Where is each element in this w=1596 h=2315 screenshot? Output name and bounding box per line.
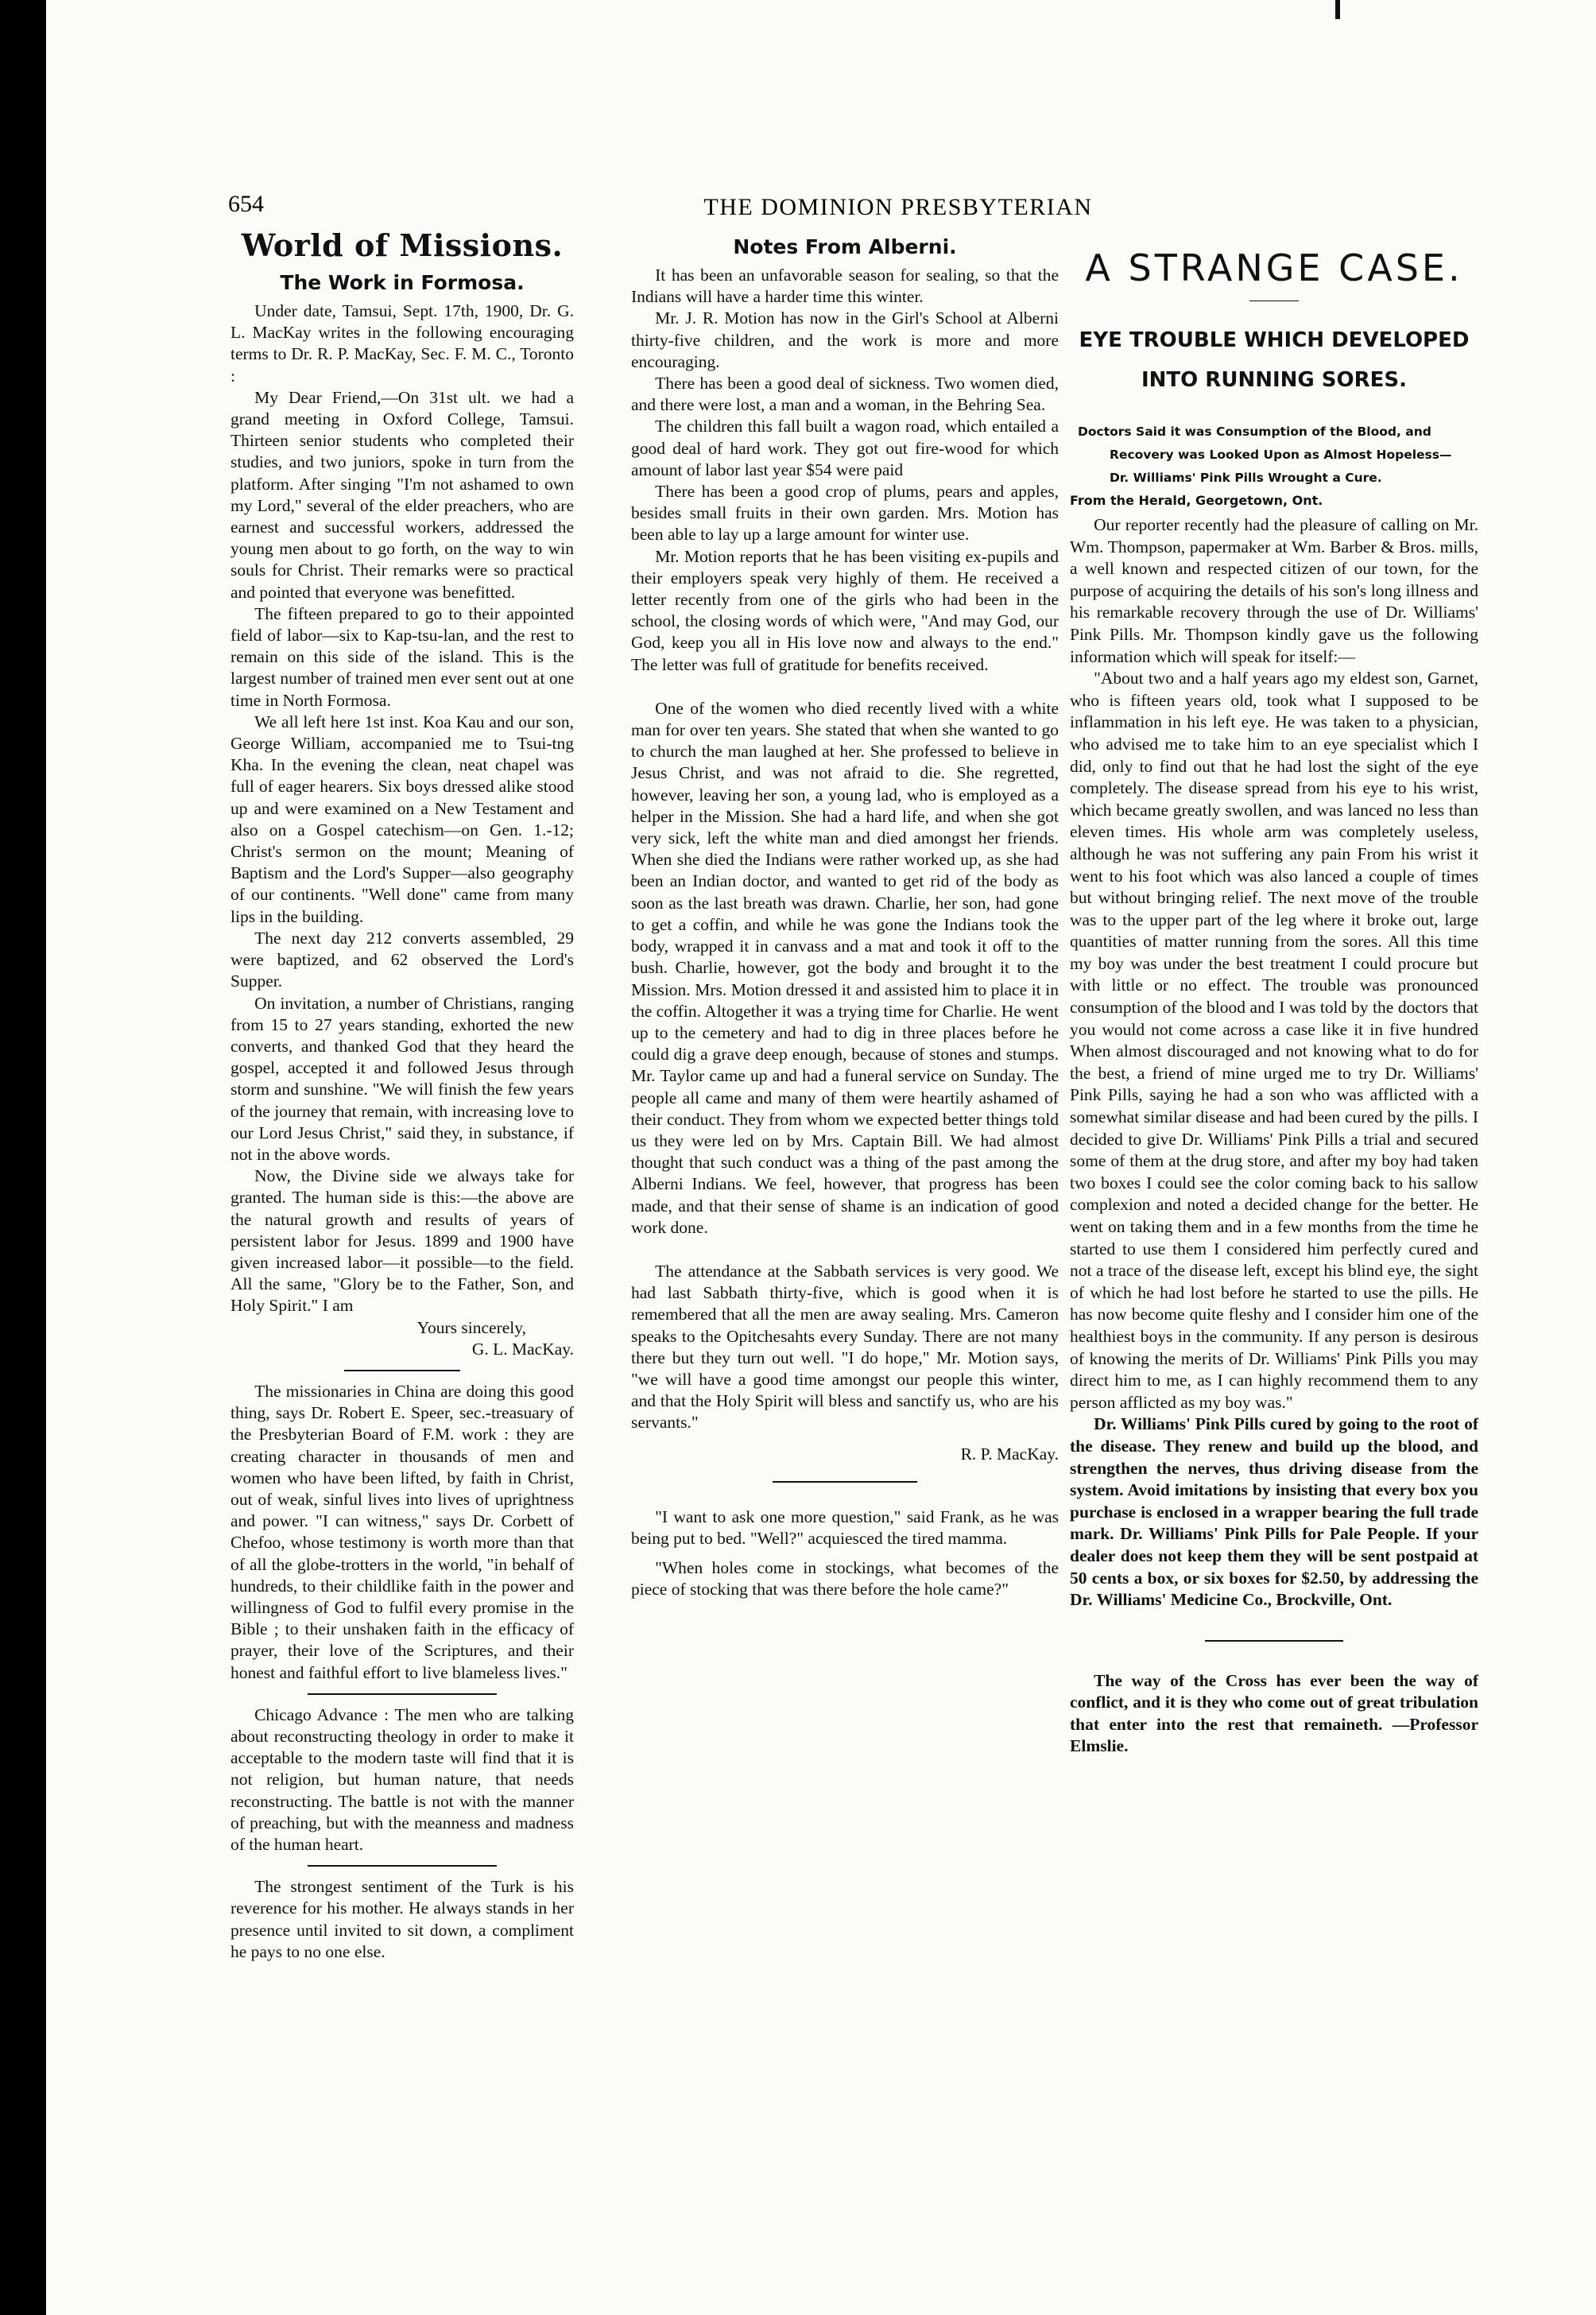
article-paragraph: There has been a good deal of sickness. Two women died, and there were lost, a man and a woman, in the Behring Sea. bbox=[631, 374, 1059, 415]
article-paragraph: Now, the Divine side we always take for granted. The human side is this:—the above are the natural growth and results of years of persistent labor for Jesus. 1899 and 1900 have given increased labor—it possible—to the field. All the same, "Glory be to the Father, Son, and Holy Spirit." I am bbox=[230, 1166, 574, 1316]
subheadline bbox=[1070, 320, 1478, 400]
article-paragraph: The attendance at the Sabbath services is very good. We had last Sabbath thirty-five, which is good when it is remembered that all the men are away sealing. Mrs. Cameron speaks to the Opitchesahts every Sunday. There are not many there but they turn out well. "I do hope," Mr. Motion says, "we will have a good time amongst our people this winter, and that the Holy Spirit will bless and sanctify us, who are his servants." bbox=[631, 1261, 1059, 1433]
section-title: World of Missions. bbox=[241, 227, 564, 263]
deck-line: Dr. Williams' Pink Pills Wrought a Cure. bbox=[1110, 471, 1382, 485]
article-paragraph: The children this fall built a wagon road, which entailed a good deal of hard work. They got out fire-wood for which amount of labor last year $54 were paid bbox=[631, 417, 1059, 479]
article-paragraph: We all left here 1st inst. Koa Kau and our son, George William, accompanied me to Tsui-tng Kha. In the evening the clean, neat chapel was full of eager hearers. Six boys dressed alike stood up and were examined on a New Testament and also on a Gospel catechism—on Gen. 1.-12; Christ's sermon on the mount; Meaning of Baptism and the Lord's Supper—also geography of our continents. "Well done" came from many lips in the building. bbox=[230, 712, 574, 926]
letter-signature: G. L. MacKay. bbox=[471, 1339, 574, 1359]
article-paragraph: Chicago Advance : The men who are talking about reconstructing theology in order to make it acceptable to the modern taste will find that it is not religion, but human nature, that needs reconstructing. The battle is not with the manner of preaching, but with the meanness and madness of the human heart. bbox=[230, 1704, 574, 1855]
article-paragraph: Under date, Tamsui, Sept. 17th, 1900, Dr. G. L. MacKay writes in the following encouraging terms to Dr. R. P. MacKay, Sec. F. M. C., Toronto : bbox=[230, 301, 574, 386]
article-heading: Notes From Alberni. bbox=[733, 235, 957, 258]
article-paragraph: It has been an unfavorable season for sealing, so that the Indians will have a harder time this winter. bbox=[631, 266, 1059, 307]
article-paragraph: The next day 212 converts assembled, 29 were baptized, and 62 observed the Lord's Supper. bbox=[230, 928, 574, 991]
edge-mark bbox=[1335, 0, 1340, 19]
article-paragraph: There has been a good crop of plums, pears and apples, besides small fruits in their own garden. Mrs. Motion has been able to lay up a large amount for winter use. bbox=[631, 482, 1059, 545]
subheadline-line: EYE TROUBLE WHICH DEVELOPED bbox=[1079, 328, 1470, 352]
divider bbox=[1205, 1640, 1344, 1642]
article-paragraph: Dr. Williams' Pink Pills cured by going to the root of the disease. They renew and build up the blood, and strengthen the nerves, thus driving disease from the system. Avoid imitations by insisting that every box you purchase is enclosed in a wrapper bearing the full trade mark. Dr. Williams' Pink Pills for Pale People. If your dealer does not keep them they will be sent postpaid at 50 cents a box, or six boxes for $2.50, by addressing the Dr. Williams' Medicine Co., Brockville, Ont. bbox=[1070, 1414, 1478, 1610]
deck-line: Doctors Said it was Consumption of the Blood, and bbox=[1078, 425, 1431, 439]
divider bbox=[773, 1481, 918, 1483]
page-number: 654 bbox=[228, 191, 264, 217]
article-signature: R. P. MacKay. bbox=[960, 1444, 1059, 1464]
article-paragraph: The missionaries in China are doing this good thing, says Dr. Robert E. Speer, sec.-treasuary of the Presbyterian Board of F.M. work : they are creating character in thousands of men and women who have been lifted, by faith in Christ, out of weak, sinful lives into lives of uprightness and power. "I can witness," says Dr. Corbett of Chefoo, whose testimony is worth more than that of all the globe-trotters in the world, "in behalf of hundreds, to their childlike faith in the power and willingness of God to fulfil every promise in the Bible ; to their unshaken faith in the efficacy of prayer, their love of the Scriptures, and their honest and faithful effort to live blameless lives." bbox=[230, 1381, 574, 1682]
article-paragraph: My Dear Friend,—On 31st ult. we had a grand meeting in Oxford College, Tamsui. Thirteen senior students who completed their studies, and two juniors, spoke in turn from the platform. After singing "I'm not ashamed to own my Lord," several of the elder preachers, who are earnest and successful workers, addressed the young men about to go forth, on the way to win souls for Christ. Their remarks were so practical and pointed that everyone was benefitted. bbox=[230, 387, 574, 602]
quote: The way of the Cross has ever been the way of conflict, and it is they who come out of great tribulation that enter into the rest that remaineth. —Professor Elmslie. bbox=[1070, 1670, 1478, 1756]
source-credit: From the Herald, Georgetown, Ont. bbox=[1070, 493, 1323, 508]
article-heading: The Work in Formosa. bbox=[280, 271, 525, 294]
divider bbox=[308, 1693, 497, 1695]
deck bbox=[1078, 421, 1478, 490]
running-head: THE DOMINION PRESBYTERIAN bbox=[703, 194, 1093, 220]
article-paragraph: "About two and a half years ago my eldest son, Garnet, who is fifteen years old, took what I supposed to be inflammation in his left eye. He was taken to a physician, who advised me to take him to an eye specialist which I did, only to find out that he had lost the sight of the eye completely. The disease spread from his eye to his wrist, which became greatly swollen, and was lanced no less than eleven times. His whole arm was completely useless, although he was not suffering any pain From his wrist it went to his foot which was also lanced a couple of times but without bringing relief. The next move of the trouble was to the upper part of the leg where it broke out, large quantities of matter running from the sores. All this time my boy was under the best treatment I could procure but with little or no effect. The trouble was pronounced consumption of the blood and I was told by the doctors that you would not come across a case like it in five hundred When almost discouraged and not knowing what to do for the best, a friend of mine urged me to try Dr. Williams' Pink Pills, saying he had a son who was afflicted with a somewhat similar disease and had been cured by the pills. I decided to give Dr. Williams' Pink Pills a trial and secured some of them at the drug store, and after my boy had taken two boxes I could see the color coming back to his sallow complexion and noted a decided change for the better. He went on taking them and in a few months from the time he started to use them I considered him perfectly cured and not a trace of the disease left, except his blind eye, the sight of which he had lost before he started to use the pills. He has now become quite fleshy and I consider him one of the healthiest boys in the community. If any person is desirous of knowing the merits of Dr. Williams' Pink Pills you may direct him to me, as I can highly recommend them to any person afflicted as my boy was." bbox=[1070, 669, 1478, 1412]
letter-closing: Yours sincerely, bbox=[416, 1317, 526, 1337]
headline: A STRANGE CASE. bbox=[1085, 246, 1463, 289]
article-paragraph: Mr. Motion reports that he has been visiting ex-pupils and their employers speak very highly of them. He received a letter recently from one of the girls who had been in the school, the closing words of which were, "And may God, our God, keep you all in His love now and always to the end." The letter was full of gratitude for benefits received. bbox=[631, 546, 1059, 674]
column-3 bbox=[1070, 246, 1478, 1758]
anecdote: "I want to ask one more question," said Frank, as he was being put to bed. "Well?" acquiesced the tired mamma. bbox=[631, 1506, 1059, 1548]
divider bbox=[344, 1370, 461, 1371]
anecdote: "When holes come in stockings, what becomes of the piece of stocking that was there before the hole came?" bbox=[631, 1558, 1059, 1600]
article-paragraph: Mr. J. R. Motion has now in the Girl's School at Alberni thirty-five children, and the work is more and more encouraging. bbox=[631, 308, 1059, 371]
article-paragraph: Our reporter recently had the pleasure of calling on Mr. Wm. Thompson, papermaker at Wm. Barber & Bros. mills, a well known and respected citizen of our town, for the purpose of acquiring the details of his son's long illness and his remarkable recovery through the use of Dr. Williams' Pink Pills. Mr. Thompson kindly gave us the following information which will speak for itself:— bbox=[1070, 515, 1478, 666]
article-paragraph: The strongest sentiment of the Turk is his reverence for his mother. He always stands in her presence until invited to sit down, a compliment he pays to no one else. bbox=[230, 1877, 574, 1961]
article-paragraph: One of the women who died recently lived with a white man for over ten years. She stated that when she wanted to go to church the man laughed at her. She professed to believe in Jesus Christ, and was not afraid to die. She regretted, however, leaving her son, a young lad, who is employed as a helper in the Mission. She had a hard life, and when she got very sick, left the white man and died amongst her friends. When she died the Indians were rather worked up, as she had been an Indian doctor, and wanted to get rid of the body as soon as the last breath was drawn. Charlie, her son, had gone to get a coffin, and while he was gone the Indians took the body, wrapped it in canvass and a mat and took it off to the bush. Charlie, however, got the body and brought it to the Mission. Mrs. Motion dressed it and assisted him to place it in the coffin. Altogether it was a trying time for Charlie. He went up to the cemetery and had to dig in three places before he could dig a grave deep enough, because of stones and stumps. Mr. Taylor came up and had a funeral service on Sunday. The people all came and many of them were heartily ashamed of their conduct. They from whom we expected better things told us they were led on by Mrs. Captain Bill. We had almost thought that such conduct was a thing of the past among the Alberni Indians. We feel, however, that progress has been made, and that their sense of shame is an indication of good work done. bbox=[631, 698, 1059, 1237]
article-paragraph: On invitation, a number of Christians, ranging from 15 to 27 years standing, exhorted the new converts, and thanked God that they heard the gospel, accepted it and followed Jesus through storm and sunshine. "We will finish the few years of the journey that remain, with increasing love to our Lord Jesus Christ," said they, in substance, if not in the above words. bbox=[230, 993, 574, 1164]
article-paragraph: The fifteen prepared to go to their appointed field of labor—six to Kap-tsu-lan, and the rest to remain on this side of the island. This is the largest number of trained men ever sent out at one time in North Formosa. bbox=[230, 603, 574, 710]
deck-line: Recovery was Looked Upon as Almost Hopeless— bbox=[1110, 448, 1452, 462]
column-2 bbox=[631, 235, 1059, 1601]
column-1 bbox=[230, 224, 574, 1963]
divider bbox=[308, 1865, 497, 1867]
subheadline-line: INTO RUNNING SORES. bbox=[1141, 368, 1407, 392]
